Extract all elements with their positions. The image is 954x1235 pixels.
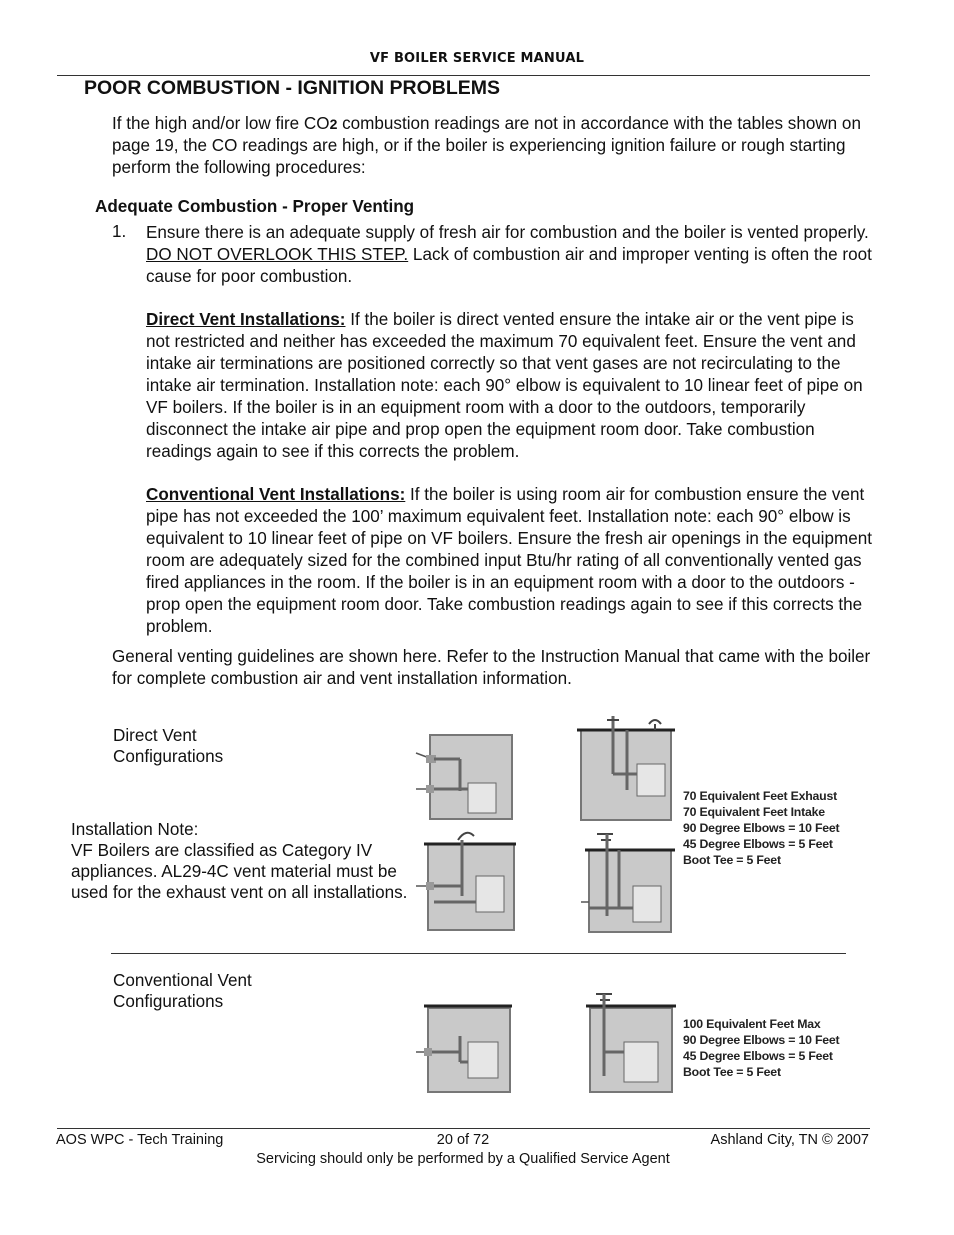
spec-line: 100 Equivalent Feet Max xyxy=(683,1017,821,1031)
installation-note-title: Installation Note: xyxy=(71,820,199,839)
subheading: Adequate Combustion - Proper Venting xyxy=(95,197,415,216)
direct-vent-label: Direct Vent Installations: xyxy=(146,310,346,329)
spec-line: 70 Equivalent Feet Exhaust xyxy=(683,789,838,803)
direct-vent-diagram-side-wall xyxy=(412,733,517,823)
conventional-vent-text: If the boiler is using room air for combustion ensure the vent pipe has not exceeded the 100’ maximum equivalent feet. Installation note: each 90° elbow is equivalent to 10 linear feet of pipe on VF boilers. Ensure the fresh air openings in the equipment room are adequately sized for the combined input Btu/hr rating of all conventionally vented gas fired appliances in the room. If the boiler is in an equipment room with a door to the outdoors - prop open the equipment room door. Take combustion readings again to see if this corrects the problem. xyxy=(146,485,872,636)
footer-right: Ashland City, TN © 2007 xyxy=(710,1132,869,1148)
conventional-vent-diagram-vertical xyxy=(584,990,679,1096)
direct-vent-diagram-vertical xyxy=(577,828,677,934)
intro-subscript: 2 xyxy=(329,116,338,132)
conventional-vent-figure-label xyxy=(113,970,252,1012)
footer-rule xyxy=(57,1128,870,1129)
conventional-vent-paragraph xyxy=(146,484,876,638)
step-1-text-b: Lack of combustion air and improper venting is often the root cause for poor combustion. xyxy=(146,245,872,286)
conventional-vent-specs xyxy=(683,1016,839,1080)
step-1-paragraph xyxy=(146,222,876,288)
direct-vent-diagram-mixed xyxy=(412,826,517,934)
direct-vent-text: If the boiler is direct vented ensure the intake air or the vent pipe is not restricted and neither has exceeded the maximum 70 equivalent feet. Ensure the vent and intake air terminations are positioned correctly so that vent gases are not recirculating to the intake air termination. Installation note: each 90° elbow is equivalent to 10 linear feet of pipe on VF boilers. If the boiler is in an equipment room with a door to the outdoors, temporarily disconnect the intake air pipe and prop open the equipment room door. Take combustion readings again to see if this corrects the problem. xyxy=(146,310,863,461)
step-1-emphasis: DO NOT OVERLOOK THIS STEP. xyxy=(146,245,409,264)
installation-note-text: VF Boilers are classified as Category IV appliances. AL29-4C vent material must be used for the exhaust vent on all installations. xyxy=(71,841,408,902)
general-guidelines: General venting guidelines are shown here. Refer to the Instruction Manual that came with the boiler for complete combustion air and vent installation information. xyxy=(112,647,871,688)
spec-line: 90 Degree Elbows = 10 Feet xyxy=(683,1033,840,1047)
footer-notice: Servicing should only be performed by a Qualified Service Agent xyxy=(256,1151,670,1167)
spec-line: Boot Tee = 5 Feet xyxy=(683,1065,781,1079)
spec-line: Boot Tee = 5 Feet xyxy=(683,853,781,867)
footer-left: AOS WPC - Tech Training xyxy=(56,1132,224,1148)
conventional-vent-label: Conventional Vent Installations: xyxy=(146,485,406,504)
spec-line: 90 Degree Elbows = 10 Feet xyxy=(683,821,840,835)
page-number: 20 of 72 xyxy=(436,1132,490,1148)
section-title: POOR COMBUSTION - IGNITION PROBLEMS xyxy=(84,77,501,99)
step-1-text-a: Ensure there is an adequate supply of fresh air for combustion and the boiler is vented properly. xyxy=(146,223,869,242)
figure-divider xyxy=(111,953,846,954)
conventional-vent-label-line-1: Conventional Vent xyxy=(113,971,252,990)
direct-vent-diagram-roof xyxy=(577,714,677,822)
direct-vent-label-line-2: Configurations xyxy=(113,747,224,766)
intro-text-b: combustion readings are not in accordance with the tables shown on page 19, the CO readings are high, or if the boiler is experiencing ignition failure or rough starting perform the following procedures: xyxy=(112,114,861,177)
conventional-vent-label-line-2: Configurations xyxy=(113,992,224,1011)
spec-line: 45 Degree Elbows = 5 Feet xyxy=(683,1049,833,1063)
conventional-vent-diagram-side-wall xyxy=(412,1000,517,1096)
step-number: 1. xyxy=(112,222,127,241)
header-rule xyxy=(57,75,870,76)
direct-vent-figure-label xyxy=(113,725,223,767)
intro-text-a: If the high and/or low fire CO xyxy=(112,114,330,133)
direct-vent-label-line-1: Direct Vent xyxy=(113,726,197,745)
spec-line: 45 Degree Elbows = 5 Feet xyxy=(683,837,833,851)
direct-vent-specs xyxy=(683,788,839,868)
spec-line: 70 Equivalent Feet Intake xyxy=(683,805,825,819)
intro-paragraph xyxy=(112,113,872,179)
installation-note xyxy=(71,819,411,903)
manual-header: VF BOILER SERVICE MANUAL xyxy=(369,51,585,66)
direct-vent-paragraph xyxy=(146,309,876,463)
